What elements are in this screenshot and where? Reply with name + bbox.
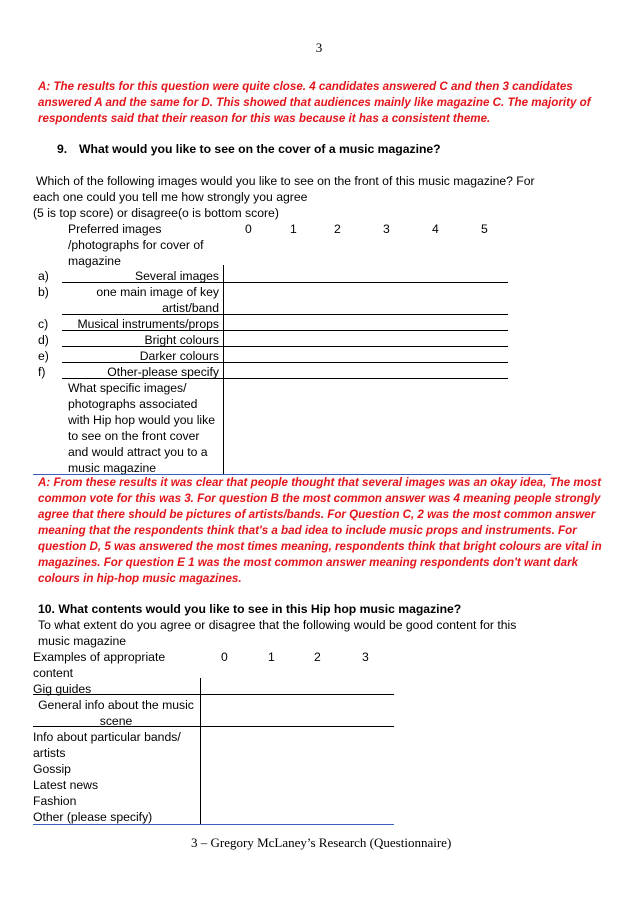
q9-header-label: Preferred images bbox=[68, 222, 162, 236]
answer-q8-line: answered A and the same for D. This showed that audiences mainly like magazine C. The majority of bbox=[38, 96, 591, 109]
q10-row-line bbox=[33, 694, 394, 695]
q9-item-darker-colours: Darker colours bbox=[139, 349, 219, 363]
q9-letter: a) bbox=[38, 269, 49, 283]
answer-q8-line: respondents said that their reason for this was because it has a consistent theme. bbox=[38, 112, 491, 125]
q9-open-line: with Hip hop would you like bbox=[68, 413, 216, 427]
q9-intro-line: each one could you tell me how strongly you agree bbox=[33, 190, 308, 204]
q10-score-1: 1 bbox=[268, 650, 275, 664]
answer-q9-line: colours in hip-hop music magazines. bbox=[38, 572, 242, 585]
q9-column-divider bbox=[223, 265, 224, 474]
q10-item-latest-news: Latest news bbox=[33, 778, 99, 792]
q9-item-main-image: one main image of key bbox=[96, 285, 219, 299]
q9-number: 9. bbox=[57, 142, 68, 156]
q10-item-other: Other (please specify) bbox=[33, 810, 153, 824]
q10-header-label: content bbox=[33, 666, 73, 680]
q9-row-line bbox=[62, 346, 508, 347]
q9-letter: f) bbox=[38, 365, 46, 379]
answer-q8-line: A: The results for this question were quite close. 4 candidates answered C and then 3 candidates bbox=[38, 80, 573, 93]
q10-score-2: 2 bbox=[314, 650, 321, 664]
q9-row-line bbox=[62, 282, 508, 283]
q10-item-fashion: Fashion bbox=[33, 794, 77, 808]
q9-score-5: 5 bbox=[481, 222, 488, 236]
q9-item-bright-colours: Bright colours bbox=[144, 333, 219, 347]
q9-title: What would you like to see on the cover of a music magazine? bbox=[79, 142, 441, 156]
q9-score-4: 4 bbox=[432, 222, 439, 236]
q10-item-gig-guides: Gig guides bbox=[33, 682, 92, 696]
q10-row-line bbox=[33, 726, 394, 727]
answer-q9-line: meaning that the respondents think that's a bad idea to include music props and instruments. For bbox=[38, 524, 577, 537]
q9-header-label: /photographs for cover of bbox=[68, 238, 204, 252]
q10-column-divider bbox=[200, 678, 201, 824]
q9-row-line bbox=[62, 378, 508, 379]
page-footer: 3 – Gregory McLaney’s Research (Questionnaire) bbox=[191, 835, 452, 850]
q9-open-line: music magazine bbox=[68, 461, 157, 475]
q9-open-line: to see on the front cover bbox=[68, 429, 200, 443]
q9-open-line: photographs associated bbox=[68, 397, 198, 411]
q9-score-3: 3 bbox=[383, 222, 390, 236]
q10-score-3: 3 bbox=[362, 650, 369, 664]
answer-q9-line: magazines. For question E 1 was the most common answer meaning respondents don't want dark bbox=[38, 556, 579, 569]
q10-table-bottom-line bbox=[33, 824, 394, 825]
q10-intro-line: To what extent do you agree or disagree that the following would be good content for this bbox=[38, 618, 517, 632]
q9-header-label: magazine bbox=[68, 254, 121, 268]
answer-q9-line: question D, 5 was answered the most times meaning, respondents think that bright colours are vital in bbox=[38, 540, 602, 553]
answer-q9-line: A: From these results it was clear that people thought that several images was an okay idea, The most bbox=[38, 476, 602, 489]
q9-item-other: Other-please specify bbox=[107, 365, 219, 379]
q9-row-line bbox=[62, 362, 508, 363]
q10-score-0: 0 bbox=[221, 650, 228, 664]
q9-letter: e) bbox=[38, 349, 49, 363]
q9-score-0: 0 bbox=[245, 222, 252, 236]
q9-row-line bbox=[62, 314, 508, 315]
q10-header-label: Examples of appropriate bbox=[33, 650, 166, 664]
q9-row-line bbox=[62, 330, 508, 331]
q9-open-line: What specific images/ bbox=[68, 381, 187, 395]
q9-open-line: and would attract you to a bbox=[68, 445, 208, 459]
q10-item-bands-cont: artists bbox=[33, 746, 66, 760]
q10-title: 10. What contents would you like to see in this Hip hop music magazine? bbox=[38, 602, 462, 616]
q10-item-gossip: Gossip bbox=[33, 762, 71, 776]
q10-item-general-info: General info about the music bbox=[38, 698, 194, 712]
q9-intro-line: (5 is top score) or disagree(o is bottom score) bbox=[33, 206, 279, 220]
page-number: 3 bbox=[315, 40, 323, 55]
q9-letter: b) bbox=[38, 285, 49, 299]
answer-q9-line: common vote for this was 3. For question B the most common answer was 4 meaning people strongly bbox=[38, 492, 601, 505]
q9-score-1: 1 bbox=[290, 222, 297, 236]
q10-item-bands: Info about particular bands/ bbox=[33, 730, 181, 744]
q9-item-several-images: Several images bbox=[135, 269, 219, 283]
q9-letter: c) bbox=[38, 317, 49, 331]
q9-intro-line: Which of the following images would you like to see on the front of this music magazine? For bbox=[36, 174, 535, 188]
q9-score-2: 2 bbox=[334, 222, 341, 236]
q9-letter: d) bbox=[38, 333, 49, 347]
answer-q9-line: agree that there should be pictures of artists/bands. For Question C, 2 was the most common answer bbox=[38, 508, 596, 521]
q10-intro-line: music magazine bbox=[38, 634, 127, 648]
q10-item-general-info-cont: scene bbox=[99, 714, 133, 728]
q9-item-instruments: Musical instruments/props bbox=[77, 317, 219, 331]
q9-item-main-image-cont: artist/band bbox=[162, 301, 219, 315]
